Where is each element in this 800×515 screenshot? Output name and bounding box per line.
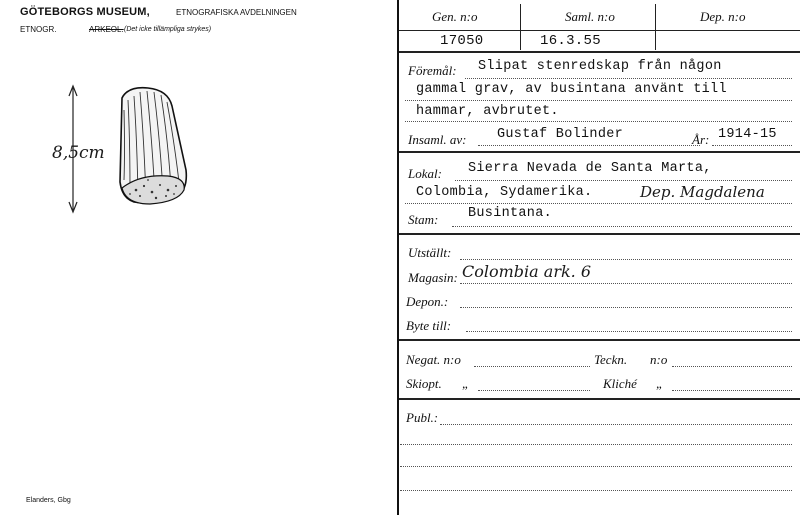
etnogr-label: ETNOGR. — [20, 25, 57, 34]
foremal-line-2: gammal grav, av busintana använt till — [416, 82, 727, 97]
section-rule-1 — [399, 151, 800, 153]
saml-number-value: 16.3.55 — [540, 33, 601, 49]
magasin-value: Colombia ark. 6 — [462, 262, 592, 281]
header-divider — [399, 30, 800, 31]
measurement-label: 8,5cm — [52, 143, 105, 163]
section-rule-3 — [399, 339, 800, 341]
byte-label: Byte till: — [406, 318, 452, 333]
foremal-line-1: Slipat stenredskap från någon — [478, 59, 722, 74]
header-bottom-rule — [399, 51, 800, 53]
skiopt-ditto: „ — [462, 376, 470, 391]
lokal-line-1: Sierra Nevada de Santa Marta, — [468, 161, 712, 176]
year-label: År: — [692, 132, 710, 147]
col-divider-1 — [520, 4, 521, 50]
negat-label: Negat. n:o — [406, 352, 461, 367]
lokal-handwritten-note: Dep. Magdalena — [640, 183, 765, 201]
publ-label: Publ.: — [406, 410, 439, 425]
stam-value: Busintana. — [468, 206, 553, 221]
printer-credit: Elanders, Gbg — [26, 497, 71, 504]
kliche-ditto: „ — [656, 376, 664, 391]
lokal-label: Lokal: — [408, 166, 442, 181]
insaml-label: Insaml. av: — [408, 132, 467, 147]
strike-note: (Det icke tillämpliga strykes) — [124, 26, 212, 33]
magasin-label: Magasin: — [408, 270, 458, 285]
utstallt-label: Utställt: — [408, 245, 452, 260]
dep-number-label: Dep. n:o — [700, 9, 746, 24]
foremal-line-3: hammar, avbrutet. — [416, 104, 559, 119]
arkeol-label: ARKEOL. — [89, 25, 124, 34]
department-name: ETNOGRAFISKA AVDELNINGEN — [176, 8, 297, 17]
section-rule-2 — [399, 233, 800, 235]
foremal-label: Föremål: — [408, 63, 457, 78]
gen-number-label: Gen. n:o — [432, 9, 478, 24]
col-divider-2 — [655, 4, 656, 50]
lokal-line-2: Colombia, Sydamerika. — [416, 185, 593, 200]
teckn-number-label: n:o — [650, 352, 668, 367]
insaml-value: Gustaf Bolinder — [497, 127, 624, 142]
year-value: 1914-15 — [718, 127, 777, 142]
skiopt-label: Skiopt. — [406, 376, 442, 391]
depon-label: Depon.: — [406, 294, 449, 309]
stam-label: Stam: — [408, 212, 439, 227]
section-rule-4 — [399, 398, 800, 400]
teckn-label: Teckn. — [594, 352, 628, 367]
saml-number-label: Saml. n:o — [565, 9, 615, 24]
card-left-border — [397, 0, 399, 515]
kliche-label: Kliché — [603, 376, 637, 391]
gen-number-value: 17050 — [440, 33, 484, 49]
museum-name: GÖTEBORGS MUSEUM, — [20, 6, 150, 18]
